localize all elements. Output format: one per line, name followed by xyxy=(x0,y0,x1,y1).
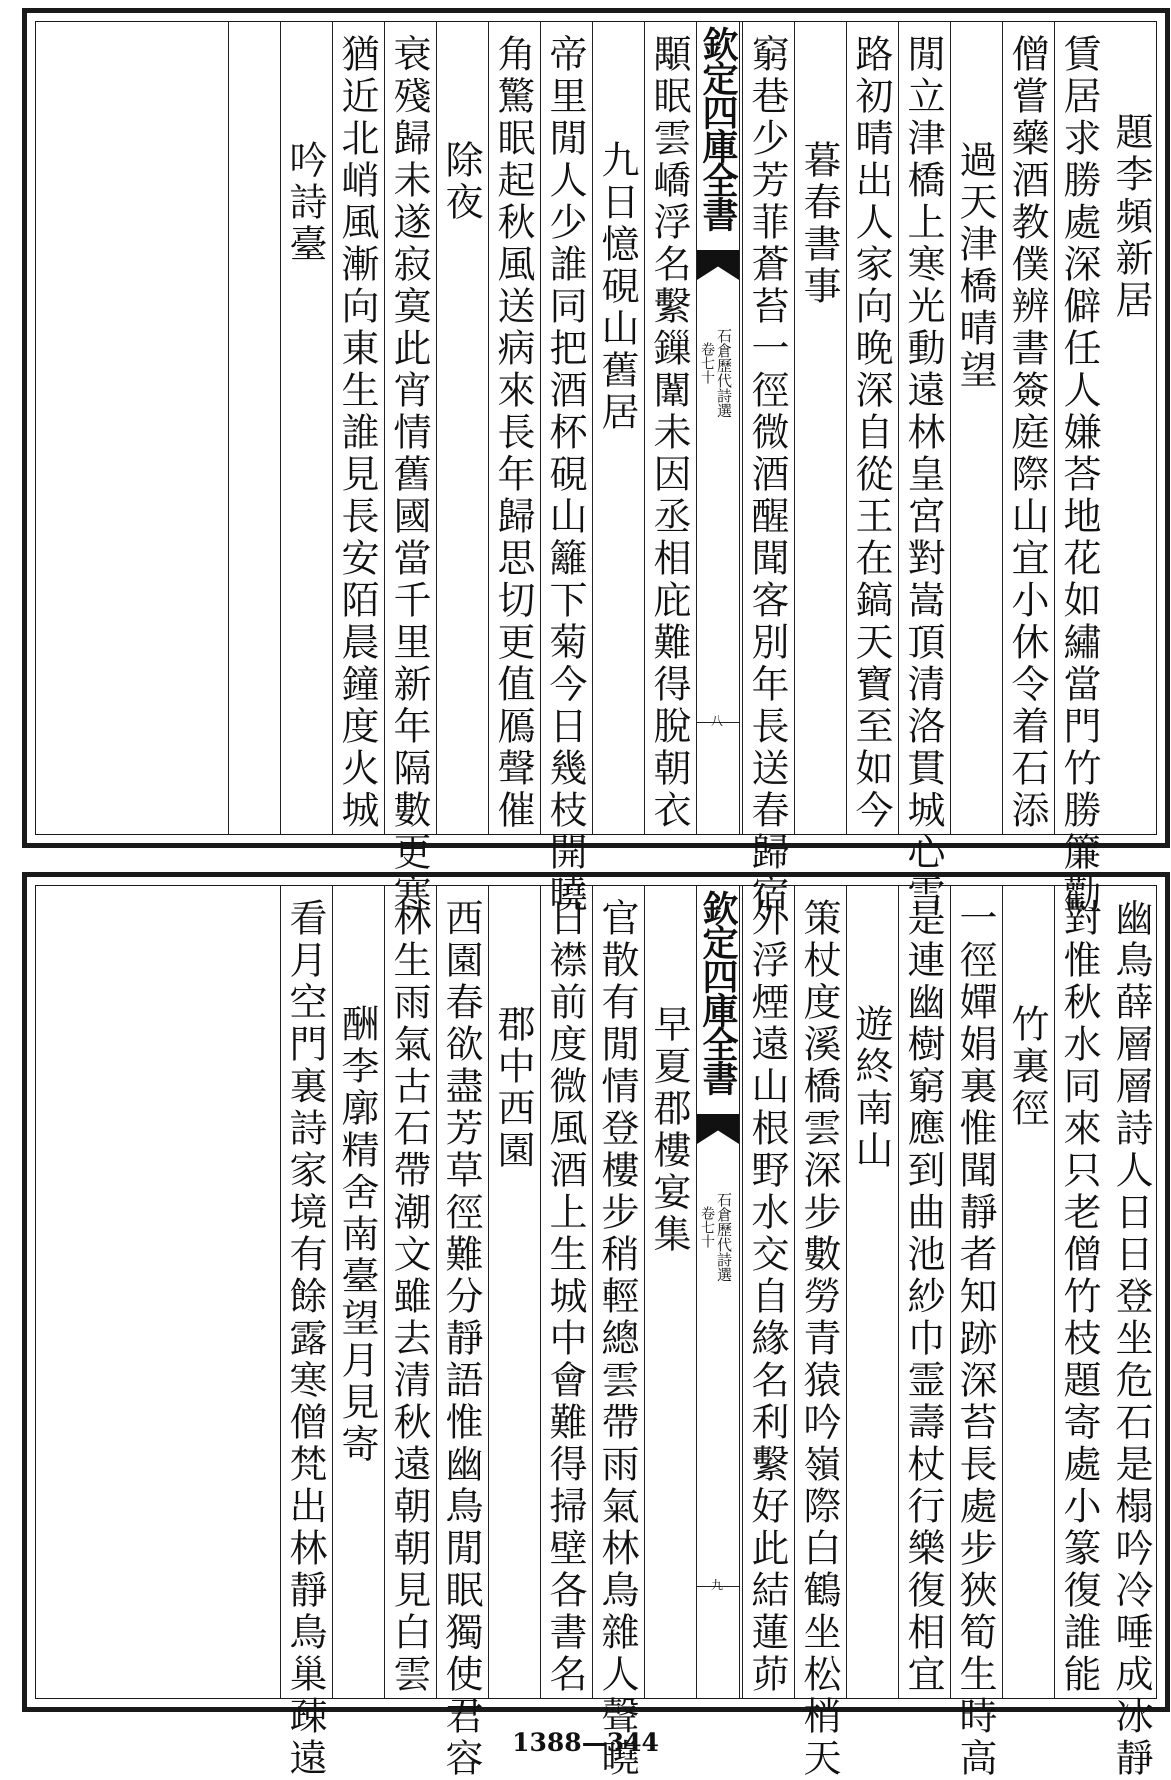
column-text: 吟詩臺 xyxy=(283,140,327,266)
column-text: 衰殘歸未遂寂寞此宵情舊國當千里新年隔數更寒 xyxy=(387,34,431,916)
column xyxy=(332,22,382,834)
column-text: 過天津橋晴望 xyxy=(953,140,997,392)
column xyxy=(794,886,844,1780)
column-text: 猶近北峭風漸向東生誰見長安陌晨鐘度火城 xyxy=(335,34,379,832)
leaf-number: 八 xyxy=(711,714,724,728)
column xyxy=(592,22,642,834)
column-text: 竹裏徑 xyxy=(1005,1004,1049,1130)
column xyxy=(742,22,792,916)
column xyxy=(742,886,792,1698)
volume-number: 卷七十 xyxy=(699,342,715,384)
column xyxy=(1054,22,1104,916)
column xyxy=(1054,886,1104,1698)
column xyxy=(644,22,694,834)
column-text: 官散有閒情登樓步稍輕總雲帶雨氣林鳥雜人聲曉 xyxy=(595,898,639,1780)
column xyxy=(488,22,538,834)
column-text: 外浮煙遠山根野水交自緣名利繫好此結蓮茆 xyxy=(745,898,789,1696)
column xyxy=(436,22,486,834)
column xyxy=(488,886,538,1698)
column xyxy=(436,886,486,1780)
fish-tail-mark-icon xyxy=(697,250,739,280)
column-text: 帝里閒人少誰同把酒杯硯山籬下菊今日幾枝開曉 xyxy=(543,34,587,916)
column-text: 對惟秋水同來只老僧竹枝題寄處小篆復誰能 xyxy=(1057,898,1101,1696)
column xyxy=(540,22,590,916)
column xyxy=(950,22,1000,834)
column xyxy=(540,886,590,1698)
column xyxy=(332,886,382,1698)
column xyxy=(384,22,434,916)
column-text: 林生雨氣古石帶潮文雖去清秋遠朝朝見白雲 xyxy=(387,898,431,1696)
leaf-number: 九 xyxy=(711,1578,724,1592)
column-text: 策杖度溪橋雲深步數勞青猿吟嶺際白鶴坐松梢天 xyxy=(797,898,841,1780)
column-text: 九日憶硯山舊居 xyxy=(595,140,639,434)
column-text: 是連幽樹窮應到曲池紗巾霊壽杖行樂復相宜 xyxy=(901,898,945,1696)
column-text: 酬李廓精舍南臺望月見寄 xyxy=(335,1004,379,1466)
fish-tail-mark-icon xyxy=(697,1114,739,1144)
column xyxy=(1106,22,1156,834)
column-text: 除夜 xyxy=(439,140,483,224)
column-text: 早夏郡樓宴集 xyxy=(647,1004,691,1256)
column-text: 一徑嬋娟裏惟聞靜者知跡深苔長處步狹筍生時高 xyxy=(953,898,997,1780)
column xyxy=(950,886,1000,1780)
source-title: 石倉歷代詩選 xyxy=(715,1192,733,1282)
volume-number: 卷七十 xyxy=(699,1206,715,1248)
column-text: 幽鳥薛層層詩人日日登坐危石是榻吟冷唾成冰靜 xyxy=(1109,898,1153,1780)
source-title: 石倉歷代詩選 xyxy=(715,328,733,418)
text-frame-top xyxy=(35,21,1157,916)
column xyxy=(898,22,948,916)
page-reference: 1388—344 xyxy=(512,1728,659,1757)
column xyxy=(1002,22,1052,834)
book-title: 欽定四庫全書 xyxy=(697,26,739,230)
column-text: 閒立津橋上寒光動遠林皇宮對嵩頂清洛貫城心雪 xyxy=(901,34,945,916)
column xyxy=(846,22,896,834)
book-title: 欽定四庫全書 xyxy=(697,890,739,1094)
column xyxy=(794,22,844,834)
column xyxy=(592,886,642,1780)
page-top xyxy=(22,8,1170,916)
column xyxy=(1106,886,1156,1780)
column xyxy=(280,22,330,834)
column xyxy=(384,886,434,1698)
column-text: 角驚眠起秋風送病來長年歸思切更值鴈聲催 xyxy=(491,34,535,832)
column-text: 路初晴出人家向晚深自從王在鎬天寶至如今 xyxy=(849,34,893,832)
column-text: 西園春欲盡芳草徑難分靜語惟幽鳥閒眠獨使君容 xyxy=(439,898,483,1780)
column-text: 郡中西園 xyxy=(491,1004,535,1172)
column xyxy=(644,886,694,1698)
column-text: 題李頻新居 xyxy=(1109,112,1153,322)
column-text: 看月空門裏詩家境有餘露寒僧梵出林靜鳥巢疎遠 xyxy=(283,898,327,1780)
center-gutter xyxy=(696,22,740,834)
column-text: 僧嘗藥酒教僕辨書簽庭際山宜小休令着石添 xyxy=(1005,34,1049,832)
column xyxy=(898,886,948,1698)
column-text: 顒眠雲嶠浮名繫鏁闈未因丞相庇難得脫朝衣 xyxy=(647,34,691,832)
column-text: 賃居求勝處深僻任人嫌荅地花如繡當門竹勝簾勸 xyxy=(1057,34,1101,916)
column xyxy=(280,886,330,1780)
column-text: 暮春書事 xyxy=(797,140,841,308)
column-text: 遊終南山 xyxy=(849,1004,893,1172)
column xyxy=(1002,886,1052,1698)
column xyxy=(846,886,896,1698)
center-gutter xyxy=(696,886,740,1698)
column-text: 窮巷少芳菲蒼苔一徑微酒醒聞客別年長送春歸宿 xyxy=(745,34,789,916)
column-text: 日襟前度微風酒上生城中會難得掃壁各書名 xyxy=(543,898,587,1696)
column xyxy=(228,22,278,834)
